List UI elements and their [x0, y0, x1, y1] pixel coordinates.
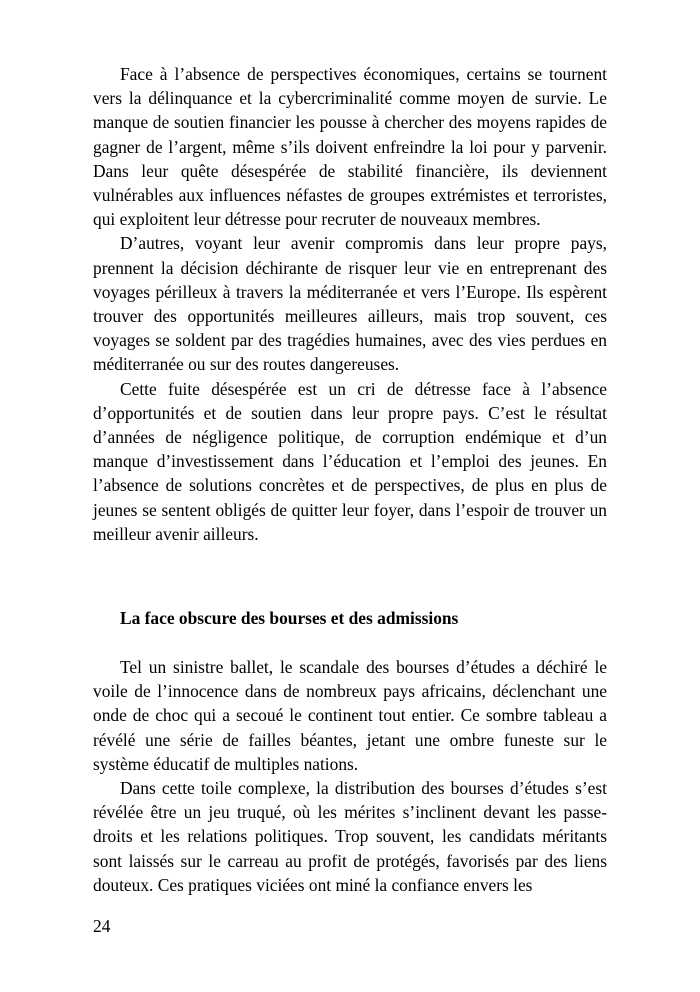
paragraph: Dans cette toile complexe, la distribution des bourses d’études s’est révélée être un jeu truqué, où les mérites s’inclinent devant les passe-droits et les relations politiques. Trop souvent, les candidats méritants sont laissés sur le carreau au profit de protégés, favorisés par des liens douteux. Ces pratiques viciées ont miné la confiance envers les	[93, 778, 607, 895]
paragraph: Cette fuite désespérée est un cri de détresse face à l’absence d’opportunités et de soutien dans leur propre pays. C’est le résultat d’années de négligence politique, de corruption endémique et d’un manque d’investissement dans l’éducation et l’emploi des jeunes. En l’absence de solutions concrètes et de perspectives, de plus en plus de jeunes se sentent obligés de quitter leur foyer, dans l’espoir de trouver un meilleur avenir ailleurs.	[93, 378, 607, 544]
page-number: 24	[93, 916, 111, 936]
paragraph: Face à l’absence de perspectives économiques, certains se tournent vers la délinquance et la cybercriminalité comme moyen de survie. Le manque de soutien financier les pousse à chercher des moyens rapides de gagner de l’argent, même s’ils doivent enfreindre la loi pour y parvenir. Dans leur quête désespérée de stabilité financière, ils deviennent vulnérables aux influences néfastes de groupes extrémistes et terroristes, qui exploitent leur détresse pour recruter de nouveaux membres.	[93, 64, 607, 230]
paragraph: D’autres, voyant leur avenir compromis dans leur propre pays, prennent la décision déchirante de risquer leur vie en entreprenant des voyages périlleux à travers la méditerranée et vers l’Europe. Ils espèrent trouver des opportunités meilleures ailleurs, mais trop souvent, ces voyages se soldent par des tragédies humaines, avec des vies perdues en méditerranée ou sur des routes dangereuses.	[93, 233, 607, 375]
paragraph: Tel un sinistre ballet, le scandale des bourses d’études a déchiré le voile de l’innocence dans de nombreux pays africains, déclenchant une onde de choc qui a secoué le continent tout entier. Ce sombre tableau a révélé une série de failles béantes, jetant une ombre funeste sur le système éducatif de multiples nations.	[93, 657, 607, 774]
body-text-top	[93, 62, 607, 546]
body-text-bottom	[93, 655, 607, 897]
section-heading: La face obscure des bourses et des admissions	[120, 608, 459, 628]
